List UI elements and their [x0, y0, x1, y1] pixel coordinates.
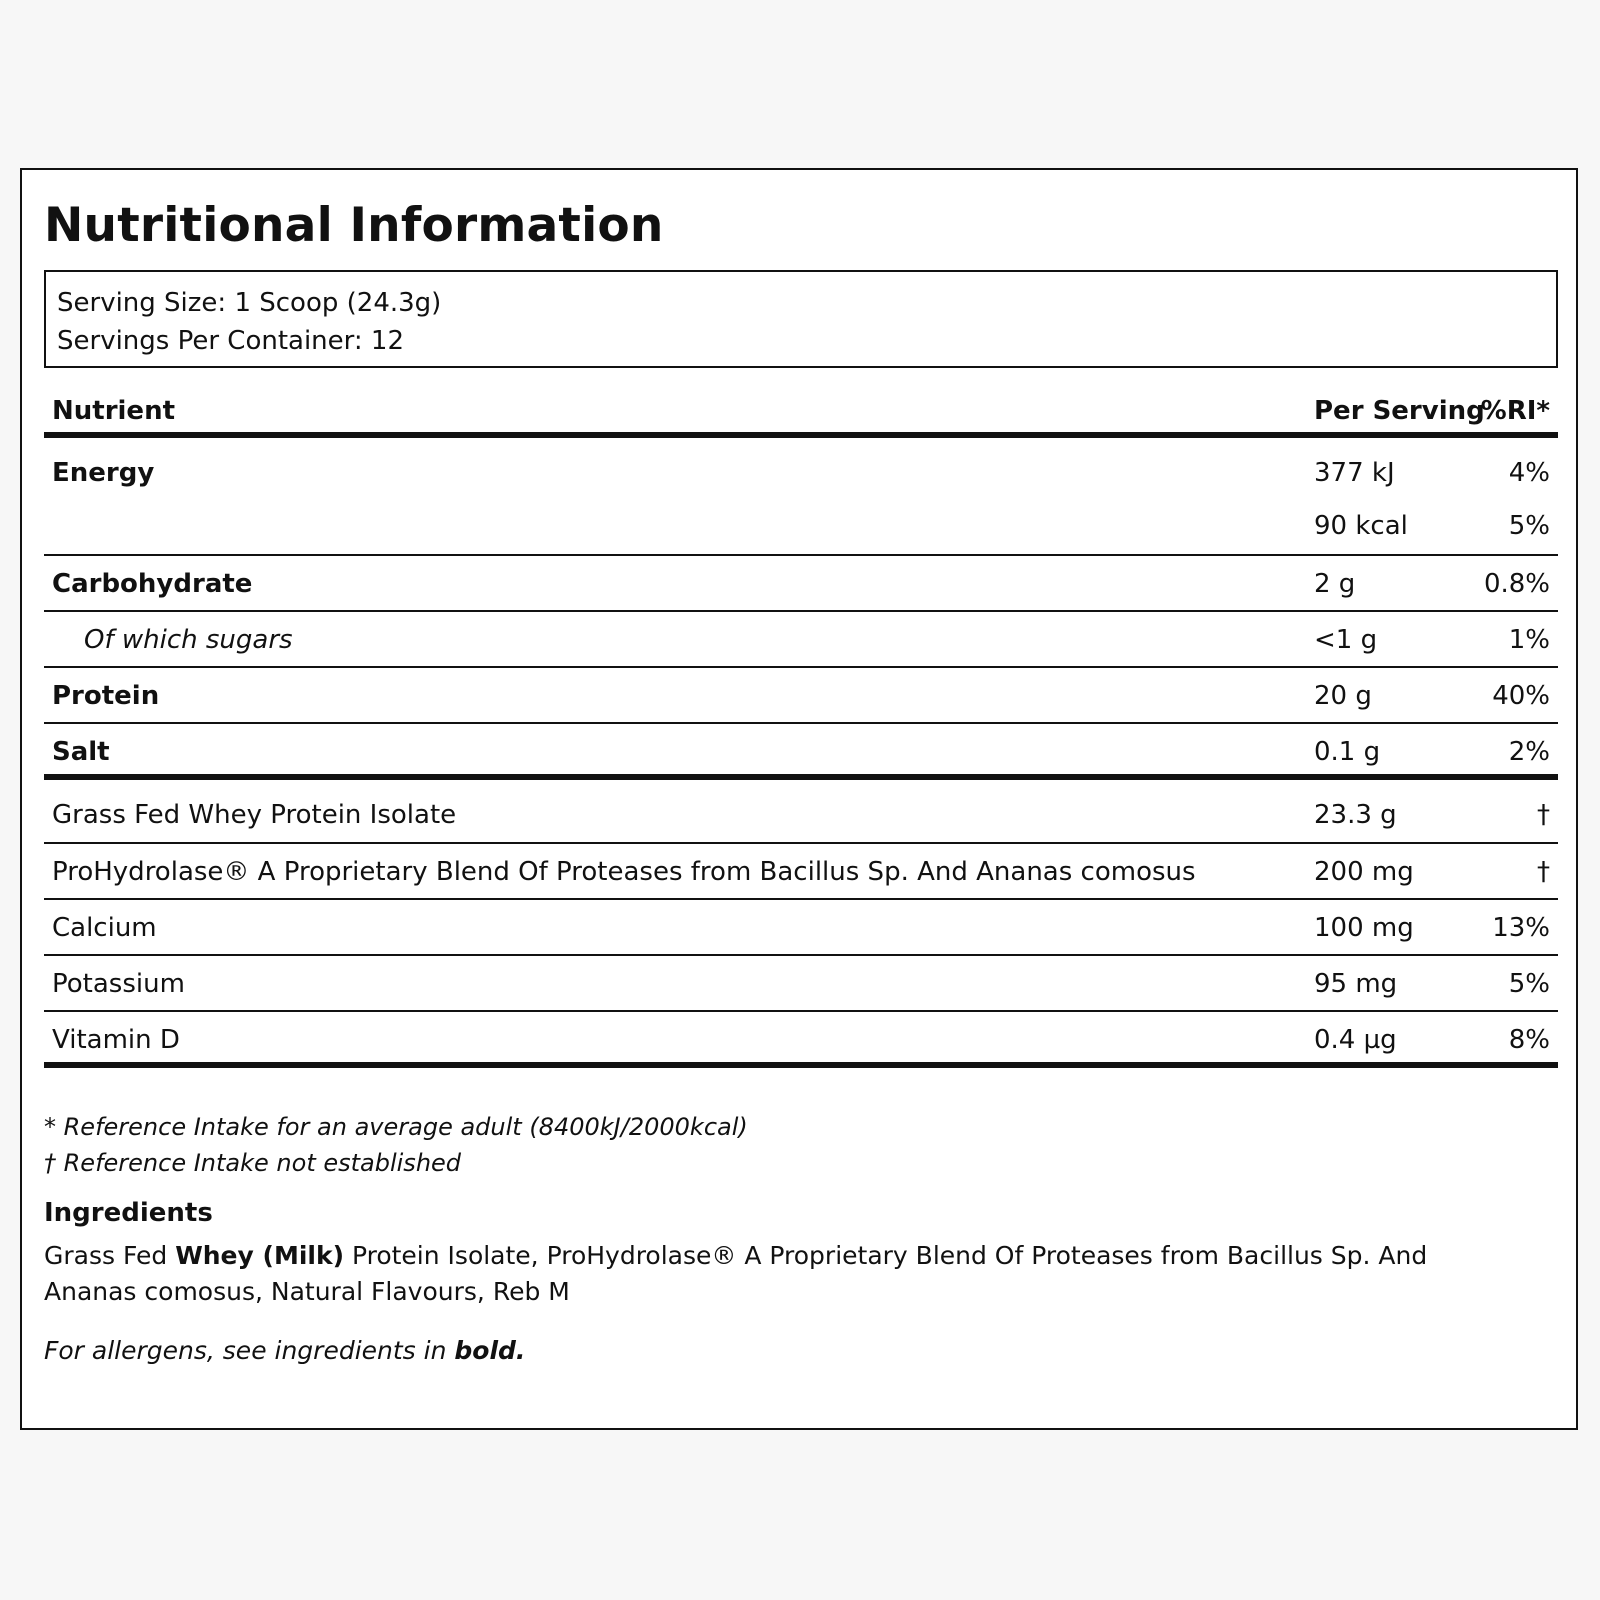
serving-info-box — [44, 270, 1558, 368]
ingredient-name: ProHydrolase® A Proprietary Blend Of Proteases from Bacillus Sp. And Ananas comosus — [52, 857, 1196, 887]
ingredient-ri: 8% — [1508, 1025, 1550, 1055]
ingredients-suffix: Protein Isolate, ProHydrolase® A Proprietary Blend Of Proteases from Bacillus Sp. And Ananas comosus, Natural Flavours, Reb M — [44, 1241, 1428, 1306]
ingredient-ri: † — [1537, 800, 1550, 830]
page-title: Nutritional Information — [44, 198, 664, 253]
nutrient-ri: 40% — [1492, 681, 1550, 711]
table-row — [44, 844, 1558, 900]
ingredient-ri: 13% — [1492, 913, 1550, 943]
energy-kcal: 90 kcal — [1314, 511, 1408, 541]
footnote-dagger: † Reference Intake not established — [44, 1149, 462, 1177]
energy-kj: 377 kJ — [1314, 458, 1395, 488]
nutrient-per-serving: 2 g — [1314, 569, 1356, 599]
ingredient-ri: 5% — [1508, 969, 1550, 999]
ingredient-per-serving: 100 mg — [1314, 913, 1414, 943]
table-row — [44, 556, 1558, 612]
energy-label: Energy — [52, 458, 155, 488]
energy-kj-ri: 4% — [1508, 458, 1550, 488]
table-row — [44, 668, 1558, 724]
ingredient-ri: † — [1537, 857, 1550, 887]
allergen-note-bold: bold. — [454, 1336, 526, 1365]
ingredient-per-serving: 0.4 µg — [1314, 1025, 1397, 1055]
table-row — [44, 900, 1558, 956]
nutrient-ri: 1% — [1508, 625, 1550, 655]
header-nutrient: Nutrient — [52, 396, 176, 426]
header-ri: %RI* — [1480, 396, 1550, 426]
allergen-note — [44, 1336, 525, 1365]
servings-per-container: Servings Per Container: 12 — [57, 326, 405, 356]
footnotes — [44, 1109, 748, 1181]
table-row — [44, 724, 1558, 780]
nutrient-per-serving: 0.1 g — [1314, 737, 1381, 767]
serving-size: Serving Size: 1 Scoop (24.3g) — [57, 288, 442, 318]
table-row — [44, 956, 1558, 1012]
table-row — [44, 1012, 1558, 1068]
nutrient-name: Of which sugars — [84, 625, 293, 655]
ingredient-per-serving: 23.3 g — [1314, 800, 1397, 830]
ingredients-text — [44, 1238, 1524, 1310]
table-row — [44, 612, 1558, 668]
nutrient-ri: 2% — [1508, 737, 1550, 767]
ingredients-heading: Ingredients — [44, 1198, 213, 1228]
ingredient-name: Potassium — [52, 969, 185, 999]
table-header-row — [44, 368, 1558, 438]
table-row — [44, 780, 1558, 844]
nutrient-per-serving: 20 g — [1314, 681, 1372, 711]
ingredient-name: Grass Fed Whey Protein Isolate — [52, 800, 457, 830]
ingredients-prefix: Grass Fed — [44, 1241, 176, 1270]
ingredient-name: Vitamin D — [52, 1025, 180, 1055]
nutrient-name: Salt — [52, 737, 110, 767]
nutrition-panel — [20, 168, 1578, 1430]
header-per-serving: Per Serving — [1314, 396, 1485, 426]
nutrient-per-serving: <1 g — [1314, 625, 1378, 655]
ingredients-allergen: Whey (Milk) — [175, 1241, 345, 1270]
nutrient-name: Protein — [52, 681, 160, 711]
nutrient-name: Carbohydrate — [52, 569, 253, 599]
energy-kcal-ri: 5% — [1508, 511, 1550, 541]
footnote-ri: * Reference Intake for an average adult (8400kJ/2000kcal) — [44, 1113, 748, 1141]
ingredient-per-serving: 95 mg — [1314, 969, 1398, 999]
ingredient-per-serving: 200 mg — [1314, 857, 1414, 887]
table-row-energy — [44, 438, 1558, 556]
nutrition-table — [44, 368, 1558, 1068]
nutrient-ri: 0.8% — [1483, 569, 1550, 599]
allergen-note-text: For allergens, see ingredients in — [44, 1336, 455, 1365]
ingredient-name: Calcium — [52, 913, 157, 943]
